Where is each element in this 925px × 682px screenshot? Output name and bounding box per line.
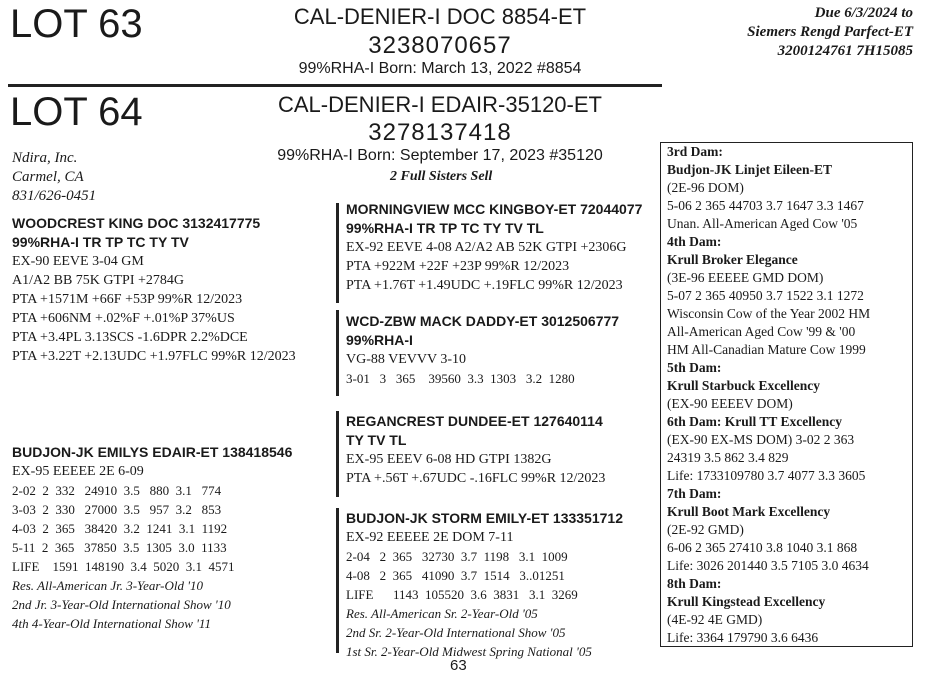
dam-line-detail: (2E-92 GMD) — [667, 522, 744, 537]
dam-line-detail: All-American Aged Cow '99 & '00 — [667, 324, 856, 339]
dam-line-detail: Life: 3026 201440 3.5 7105 3.0 4634 — [667, 558, 869, 573]
sire-line: PTA +3.22T +2.13UDC +1.97FLC 99%R 12/2023 — [12, 349, 296, 364]
maternal-grandsire-line: PTA +.56T +.67UDC -.16FLC 99%R 12/2023 — [346, 471, 606, 486]
due-line: Siemers Rengd Parfect-ET — [747, 24, 913, 40]
paternal-granddam-block — [346, 312, 656, 388]
lot-64-reg: 3278137418 — [368, 119, 512, 146]
maternal-granddam-record: 2-04 2 365 32730 3.7 1198 3.1 1009 — [346, 549, 568, 564]
consignor-name: Ndira, Inc. — [12, 150, 78, 166]
lot-63-name: CAL-DENIER-I DOC 8854-ET — [293, 4, 587, 29]
maternal-granddam-classification: EX-92 EEEEE 2E DOM 7-11 — [346, 530, 514, 545]
dam-line-name: Krull Broker Elegance — [667, 252, 798, 267]
dam-line-detail: 5-06 2 365 44703 3.7 1647 3.3 1467 — [667, 198, 864, 213]
dam-line-detail: HM All-Canadian Mature Cow 1999 — [667, 342, 866, 357]
dam-line-name: Budjon-JK Linjet Eileen-ET — [667, 162, 833, 177]
dam-label: 8th Dam: — [667, 576, 722, 591]
pedigree-bracket — [336, 411, 339, 497]
lot-63-reg: 3238070657 — [368, 32, 512, 59]
pedigree-bracket — [336, 203, 339, 303]
sire-line: PTA +3.4PL 3.13SCS -1.6DPR 2.2%DCE — [12, 330, 248, 345]
dam-line-name: Krull Kingstead Excellency — [667, 594, 826, 609]
dam-record: 3-03 2 330 27000 3.5 957 3.2 853 — [12, 502, 222, 517]
paternal-granddam-record: 3-01 3 365 39560 3.3 1303 3.2 1280 — [346, 371, 575, 386]
dam-line-detail: 6-06 2 365 27410 3.8 1040 3.1 868 — [667, 540, 858, 555]
paternal-granddam-name: WCD-ZBW MACK DADDY-ET 3012506777 — [346, 313, 620, 329]
dam-honor: Res. All-American Jr. 3-Year-Old '10 — [12, 578, 204, 593]
dam-line-name: Krull Starbuck Excellency — [667, 378, 820, 393]
dam-line-detail: 24319 3.5 862 3.4 829 — [667, 450, 789, 465]
lot-63-info: 99%RHA-I Born: March 13, 2022 #8854 — [298, 60, 582, 77]
dam-classification: EX-95 EEEEE 2E 6-09 — [12, 464, 144, 479]
dam-line-box — [660, 142, 913, 647]
consignor-block — [12, 149, 96, 206]
dam-line-detail: (2E-96 DOM) — [667, 180, 744, 195]
lot-63-due-date — [747, 4, 913, 61]
maternal-grandsire-sub: TY TV TL — [346, 432, 407, 448]
dam-line-list — [667, 143, 909, 647]
dam-label: 5th Dam: — [667, 360, 722, 375]
due-line: 3200124761 7H15085 — [777, 43, 913, 59]
dam-honor: 4th 4-Year-Old International Show '11 — [12, 616, 211, 631]
lot-64-note: 2 Full Sisters Sell — [390, 169, 493, 184]
paternal-grandsire-block — [346, 200, 656, 295]
sire-line: PTA +1571M +66F +53P 99%R 12/2023 — [12, 292, 243, 307]
dam-label-row — [667, 413, 909, 431]
dam-label: 6th Dam: — [667, 414, 722, 429]
lot-64-name: CAL-DENIER-I EDAIR-35120-ET — [278, 92, 602, 117]
consignor-phone: 831/626-0451 — [12, 188, 97, 204]
dam-label: 4th Dam: — [667, 234, 722, 249]
paternal-granddam-sub: 99%RHA-I — [346, 332, 413, 348]
due-line: Due 6/3/2024 to — [814, 5, 913, 21]
paternal-grandsire-name: MORNINGVIEW MCC KINGBOY-ET 72044077 — [346, 201, 643, 217]
paternal-granddam-line: VG-88 VEVVV 3-10 — [346, 352, 467, 367]
dam-record: 5-11 2 365 37850 3.5 1305 3.0 1133 — [12, 540, 227, 555]
page-number: 63 — [450, 657, 467, 674]
dam-label: 7th Dam: — [667, 486, 722, 501]
sire-block — [12, 214, 332, 366]
dam-line-detail: Life: 1733109780 3.7 4077 3.3 3605 — [667, 468, 866, 483]
maternal-granddam-record: 4-08 2 365 41090 3.7 1514 3..01251 — [346, 568, 565, 583]
dam-line-detail: (EX-90 EX-MS DOM) 3-02 2 363 — [667, 432, 855, 447]
maternal-granddam-honor: 1st Sr. 2-Year-Old Midwest Spring National '05 — [346, 644, 592, 659]
dam-line-detail: Wisconsin Cow of the Year 2002 HM — [667, 306, 871, 321]
maternal-grandsire-line: EX-95 EEEV 6-08 HD GTPI 1382G — [346, 452, 552, 467]
dam-record: 4-03 2 365 38420 3.2 1241 3.1 1192 — [12, 521, 228, 536]
pedigree-bracket — [336, 508, 339, 653]
divider-rule — [8, 84, 662, 87]
dam-line-name: Krull Boot Mark Excellency — [667, 504, 831, 519]
pedigree-bracket — [336, 310, 339, 396]
dam-line-detail: Unan. All-American Aged Cow '05 — [667, 216, 858, 231]
maternal-granddam-honor: 2nd Sr. 2-Year-Old International Show '05 — [346, 625, 566, 640]
sire-line: A1/A2 BB 75K GTPI +2784G — [12, 273, 185, 288]
dam-line-detail: (4E-92 4E GMD) — [667, 612, 763, 627]
maternal-grandsire-name: REGANCREST DUNDEE-ET 127640114 — [346, 413, 603, 429]
maternal-granddam-name: BUDJON-JK STORM EMILY-ET 133351712 — [346, 510, 623, 526]
dam-label: 3rd Dam: — [667, 144, 723, 159]
dam-record: LIFE 1591 148190 3.4 5020 3.1 4571 — [12, 559, 235, 574]
lot-64-info: 99%RHA-I Born: September 17, 2023 #35120 — [277, 147, 603, 164]
paternal-grandsire-line: PTA +922M +22F +23P 99%R 12/2023 — [346, 259, 570, 274]
lot-63-animal — [250, 4, 630, 94]
dam-line-name: Krull TT Excellency — [724, 414, 843, 429]
sire-sub: 99%RHA-I TR TP TC TY TV — [12, 234, 189, 250]
dam-record: 2-02 2 332 24910 3.5 880 3.1 774 — [12, 483, 222, 498]
dam-block — [12, 443, 332, 633]
maternal-granddam-honor: Res. All-American Sr. 2-Year-Old '05 — [346, 606, 538, 621]
paternal-grandsire-line: EX-92 EEVE 4-08 A2/A2 AB 52K GTPI +2306G — [346, 240, 627, 255]
sire-name: WOODCREST KING DOC 3132417775 — [12, 215, 261, 231]
lot-63-label: LOT 63 — [10, 2, 143, 46]
consignor-city: Carmel, CA — [12, 169, 84, 185]
maternal-grandsire-block — [346, 412, 656, 488]
dam-name: BUDJON-JK EMILYS EDAIR-ET 138418546 — [12, 444, 293, 460]
dam-honor: 2nd Jr. 3-Year-Old International Show '10 — [12, 597, 231, 612]
sire-line: EX-90 EEVE 3-04 GM — [12, 254, 144, 269]
paternal-grandsire-line: PTA +1.76T +1.49UDC +.19FLC 99%R 12/2023 — [346, 278, 623, 293]
maternal-granddam-record: LIFE 1143 105520 3.6 3831 3.1 3269 — [346, 587, 578, 602]
dam-line-detail: (3E-96 EEEEE GMD DOM) — [667, 270, 824, 285]
paternal-grandsire-sub: 99%RHA-I TR TP TC TY TV TL — [346, 220, 544, 236]
maternal-granddam-block — [346, 509, 656, 661]
dam-line-detail: (EX-90 EEEEV DOM) — [667, 396, 793, 411]
sire-line: PTA +606NM +.02%F +.01%P 37%US — [12, 311, 235, 326]
lot-64-label: LOT 64 — [10, 90, 143, 134]
dam-line-detail: 5-07 2 365 40950 3.7 1522 3.1 1272 — [667, 288, 864, 303]
dam-line-detail: Life: 3364 179790 3.6 6436 — [667, 630, 819, 645]
